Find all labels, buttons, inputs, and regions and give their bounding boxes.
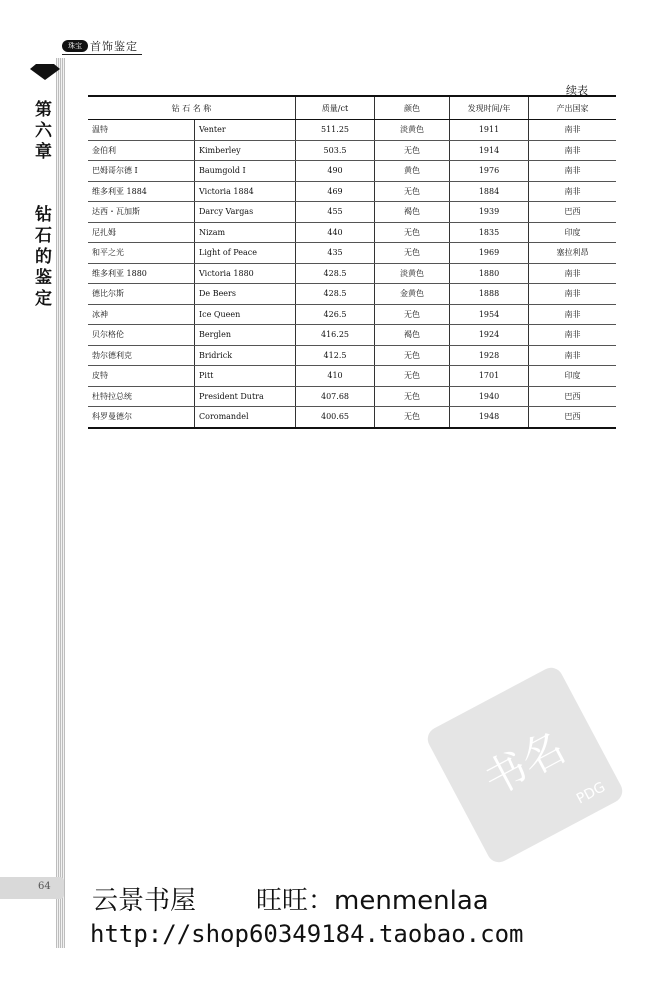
cell-name-en: Victoria 1880	[195, 263, 296, 284]
cell-year: 1948	[450, 407, 529, 428]
table-row	[88, 243, 616, 264]
table-row	[88, 386, 616, 407]
cell-color: 淡黄色	[375, 120, 450, 141]
cell-color: 无色	[375, 222, 450, 243]
page-number-tab	[0, 877, 64, 899]
watermark-seal	[420, 660, 630, 870]
cell-year: 1880	[450, 263, 529, 284]
cell-mass: 455	[296, 202, 375, 223]
cell-origin: 南非	[529, 263, 617, 284]
cell-name-cn: 贝尔格伦	[88, 325, 195, 346]
cell-color: 无色	[375, 140, 450, 161]
table-row	[88, 161, 616, 182]
cell-name-cn: 冰神	[88, 304, 195, 325]
cell-year: 1939	[450, 202, 529, 223]
cell-color: 无色	[375, 304, 450, 325]
cell-year: 1911	[450, 120, 529, 141]
cell-name-cn: 温特	[88, 120, 195, 141]
cell-year: 1884	[450, 181, 529, 202]
cell-mass: 440	[296, 222, 375, 243]
shop-watermark	[92, 880, 489, 917]
page-edge-strip	[56, 58, 65, 948]
table-row	[88, 202, 616, 223]
cell-name-cn: 巴姆哥尔德 I	[88, 161, 195, 182]
cell-year: 1940	[450, 386, 529, 407]
table-row	[88, 181, 616, 202]
cell-name-en: President Dutra	[195, 386, 296, 407]
continued-table-label: 续表	[566, 84, 588, 97]
cell-name-cn: 金伯利	[88, 140, 195, 161]
column-header-origin: 产出国家	[529, 96, 617, 120]
cell-year: 1954	[450, 304, 529, 325]
cell-color: 金黄色	[375, 284, 450, 305]
header-title: 首饰鉴定	[90, 40, 138, 53]
cell-origin: 南非	[529, 120, 617, 141]
cell-color: 褐色	[375, 202, 450, 223]
cell-name-en: Victoria 1884	[195, 181, 296, 202]
cell-origin: 巴西	[529, 407, 617, 428]
table-row	[88, 366, 616, 387]
cell-mass: 428.5	[296, 284, 375, 305]
cell-origin: 巴西	[529, 202, 617, 223]
table-row	[88, 263, 616, 284]
table-row	[88, 140, 616, 161]
header-badge-circle: 珠宝	[62, 40, 88, 52]
cell-origin: 南非	[529, 325, 617, 346]
diamond-icon	[30, 64, 60, 80]
cell-mass: 400.65	[296, 407, 375, 428]
header-rule	[62, 54, 142, 55]
cell-name-en: Ice Queen	[195, 304, 296, 325]
cell-name-cn: 达西・瓦加斯	[88, 202, 195, 223]
running-header	[62, 38, 138, 54]
cell-color: 无色	[375, 366, 450, 387]
cell-name-en: Kimberley	[195, 140, 296, 161]
column-header-name: 钻 石 名 称	[88, 96, 296, 120]
shop-contact: 旺旺：menmenlaa	[256, 886, 489, 916]
cell-origin: 巴西	[529, 386, 617, 407]
seal-label: PDG	[573, 779, 609, 808]
cell-name-cn: 维多利亚 1884	[88, 181, 195, 202]
cell-name-cn: 科罗曼德尔	[88, 407, 195, 428]
chapter-heading	[31, 100, 54, 310]
table-row	[88, 304, 616, 325]
cell-origin: 南非	[529, 140, 617, 161]
cell-mass: 503.5	[296, 140, 375, 161]
table-row	[88, 284, 616, 305]
table-row	[88, 407, 616, 428]
cell-color: 黄色	[375, 161, 450, 182]
cell-mass: 426.5	[296, 304, 375, 325]
cell-year: 1701	[450, 366, 529, 387]
cell-year: 1888	[450, 284, 529, 305]
cell-year: 1914	[450, 140, 529, 161]
table-row	[88, 222, 616, 243]
cell-color: 褐色	[375, 325, 450, 346]
chapter-title: 钻石的鉴定	[31, 204, 51, 310]
cell-name-en: Venter	[195, 120, 296, 141]
cell-color: 无色	[375, 181, 450, 202]
cell-name-cn: 勃尔德利克	[88, 345, 195, 366]
cell-mass: 435	[296, 243, 375, 264]
cell-name-en: Bridrick	[195, 345, 296, 366]
table-row	[88, 325, 616, 346]
cell-name-en: Light of Peace	[195, 243, 296, 264]
cell-name-cn: 皮特	[88, 366, 195, 387]
cell-origin: 南非	[529, 345, 617, 366]
cell-year: 1928	[450, 345, 529, 366]
cell-mass: 469	[296, 181, 375, 202]
cell-origin: 印度	[529, 366, 617, 387]
cell-mass: 407.68	[296, 386, 375, 407]
cell-name-en: Berglen	[195, 325, 296, 346]
cell-year: 1924	[450, 325, 529, 346]
shop-name: 云景书屋	[92, 886, 197, 916]
diamond-table	[88, 95, 616, 429]
cell-year: 1969	[450, 243, 529, 264]
cell-mass: 416.25	[296, 325, 375, 346]
cell-name-en: Nizam	[195, 222, 296, 243]
cell-origin: 南非	[529, 181, 617, 202]
chapter-number: 第六章	[31, 100, 51, 163]
column-header-mass: 质量/ct	[296, 96, 375, 120]
shop-url: http://shop60349184.taobao.com	[90, 920, 524, 948]
seal-text: 书名	[475, 722, 573, 806]
cell-name-en: Coromandel	[195, 407, 296, 428]
cell-name-en: De Beers	[195, 284, 296, 305]
cell-name-cn: 尼扎姆	[88, 222, 195, 243]
cell-mass: 511.25	[296, 120, 375, 141]
page-number: 64	[38, 881, 51, 892]
cell-mass: 412.5	[296, 345, 375, 366]
cell-color: 无色	[375, 386, 450, 407]
cell-origin: 塞拉利昂	[529, 243, 617, 264]
cell-mass: 490	[296, 161, 375, 182]
cell-name-cn: 和平之光	[88, 243, 195, 264]
cell-color: 无色	[375, 407, 450, 428]
cell-color: 无色	[375, 345, 450, 366]
column-header-year: 发现时间/年	[450, 96, 529, 120]
cell-name-en: Baumgold I	[195, 161, 296, 182]
cell-mass: 410	[296, 366, 375, 387]
cell-name-cn: 维多利亚 1880	[88, 263, 195, 284]
cell-origin: 印度	[529, 222, 617, 243]
cell-name-cn: 杜特拉总统	[88, 386, 195, 407]
cell-color: 无色	[375, 243, 450, 264]
cell-name-en: Pitt	[195, 366, 296, 387]
cell-origin: 南非	[529, 284, 617, 305]
table-row	[88, 345, 616, 366]
cell-origin: 南非	[529, 161, 617, 182]
cell-year: 1976	[450, 161, 529, 182]
cell-year: 1835	[450, 222, 529, 243]
cell-mass: 428.5	[296, 263, 375, 284]
table-row	[88, 120, 616, 141]
column-header-color: 颜色	[375, 96, 450, 120]
table-header-row	[88, 96, 616, 120]
cell-color: 淡黄色	[375, 263, 450, 284]
cell-name-cn: 德比尔斯	[88, 284, 195, 305]
cell-name-en: Darcy Vargas	[195, 202, 296, 223]
cell-origin: 南非	[529, 304, 617, 325]
